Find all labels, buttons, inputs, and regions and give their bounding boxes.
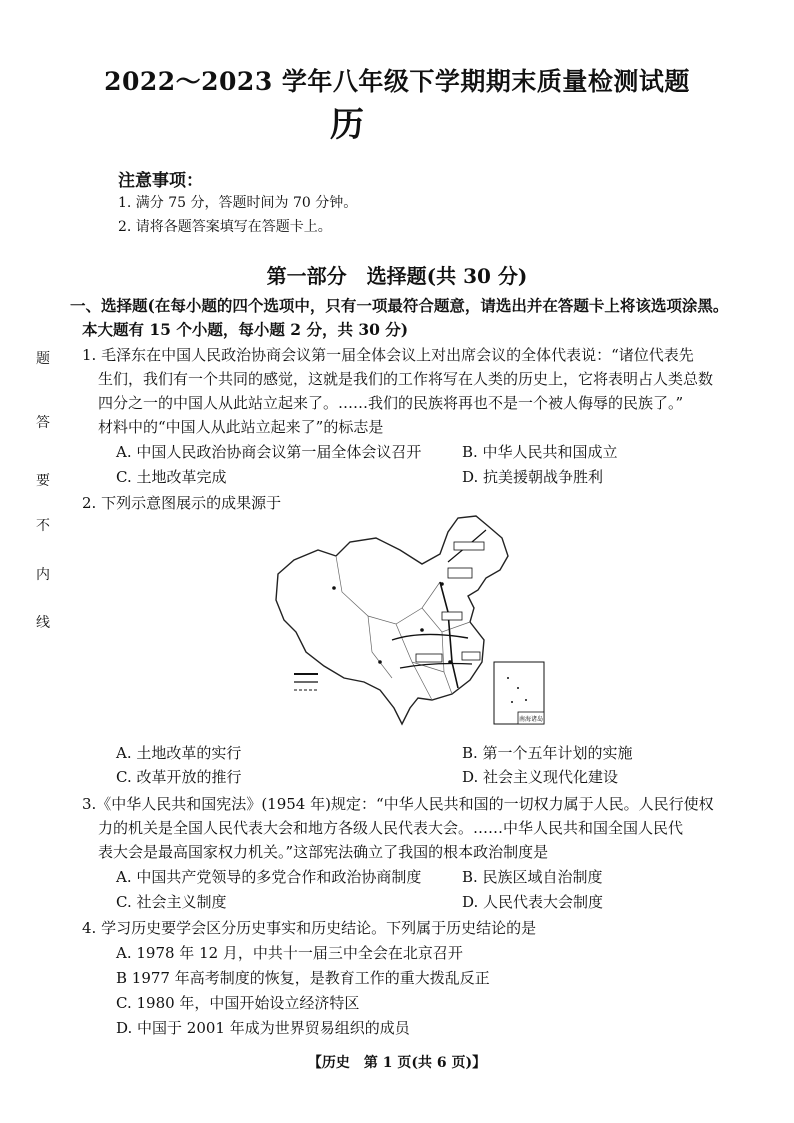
part-heading: 第一部分 选择题(共 30 分) bbox=[266, 264, 528, 288]
map-city bbox=[378, 660, 382, 664]
question-3-option-d: D. 人民代表大会制度 bbox=[462, 893, 604, 911]
question-1-line: 材料中的“中国人从此站立起来了”的标志是 bbox=[98, 418, 384, 436]
china-map-figure bbox=[272, 512, 552, 732]
question-2-option-c: C. 改革开放的推行 bbox=[116, 768, 242, 786]
map-inset-island bbox=[507, 677, 509, 679]
question-2-option-a: A. 土地改革的实行 bbox=[116, 744, 242, 762]
question-2-stem: 2. 下列示意图展示的成果源于 bbox=[82, 494, 282, 512]
margin-char: 答 bbox=[36, 415, 50, 431]
margin-char: 内 bbox=[36, 567, 50, 583]
margin-char: 题 bbox=[36, 351, 50, 367]
question-2-option-d: D. 社会主义现代化建设 bbox=[462, 768, 619, 786]
map-city bbox=[420, 628, 424, 632]
question-1-line: 1. 毛泽东在中国人民政治协商会议第一届全体会议上对出席会议的全体代表说：“诸位代表先 bbox=[82, 346, 694, 364]
notice-item: 2. 请将各题答案填写在答题卡上。 bbox=[118, 219, 332, 235]
question-1-option-d: D. 抗美援朝战争胜利 bbox=[462, 468, 604, 486]
question-1-line: 四分之一的中国人从此站立起来了。……我们的民族将再也不是一个被人侮辱的民族了。” bbox=[98, 394, 684, 412]
question-1-line: 生们，我们有一个共同的感觉，这就是我们的工作将写在人类的历史上，它将表明占人类总数 bbox=[98, 370, 714, 388]
question-3-option-a: A. 中国共产党领导的多党合作和政治协商制度 bbox=[116, 868, 422, 886]
map-city bbox=[440, 582, 444, 586]
question-4-stem: 4. 学习历史要学会区分历史事实和历史结论。下列属于历史结论的是 bbox=[82, 919, 537, 937]
question-3-option-b: B. 民族区域自治制度 bbox=[462, 868, 603, 886]
question-3-option-c: C. 社会主义制度 bbox=[116, 893, 227, 911]
question-3-line: 力的机关是全国人民代表大会和地方各级人民代表大会。……中华人民共和国全国人民代 bbox=[98, 819, 684, 837]
page-footer: 【历史 第 1 页(共 6 页)】 bbox=[307, 1055, 487, 1071]
margin-char: 不 bbox=[36, 518, 50, 534]
exam-title: 2022～2023 学年八年级下学期期末质量检测试题 bbox=[104, 67, 690, 96]
subject-title: 历 bbox=[330, 105, 364, 145]
question-1-option-c: C. 土地改革完成 bbox=[116, 468, 227, 486]
question-4-option-d: D. 中国于 2001 年成为世界贸易组织的成员 bbox=[116, 1019, 410, 1037]
section-instructions: 一、选择题(在每小题的四个选项中，只有一项最符合题意，请选出并在答题卡上将该选项涂黑。 bbox=[70, 296, 729, 315]
question-3-line: 表大会是最高国家权力机关。”这部宪法确立了我国的根本政治制度是 bbox=[98, 843, 549, 861]
map-inset-island bbox=[525, 699, 527, 701]
notice-heading: 注意事项： bbox=[118, 171, 203, 191]
map-railway bbox=[392, 634, 468, 640]
map-label-box bbox=[442, 612, 462, 620]
question-2-option-b: B. 第一个五年计划的实施 bbox=[462, 744, 633, 762]
map-inset-island bbox=[511, 701, 513, 703]
map-inset-label: 南海诸岛 bbox=[518, 716, 544, 723]
question-1-option-a: A. 中国人民政治协商会议第一届全体会议召开 bbox=[116, 443, 422, 461]
question-1-option-b: B. 中华人民共和国成立 bbox=[462, 443, 618, 461]
map-inset-island bbox=[517, 687, 519, 689]
map-label-box bbox=[448, 568, 472, 578]
map-city bbox=[448, 660, 452, 664]
margin-char: 线 bbox=[36, 615, 50, 631]
section-instructions: 本大题有 15 个小题，每小题 2 分，共 30 分) bbox=[82, 320, 409, 339]
map-label-box bbox=[462, 652, 480, 660]
map-railway bbox=[400, 664, 472, 669]
question-3-line: 3.《中华人民共和国宪法》(1954 年)规定：“中华人民共和国的一切权力属于人民。人民行使权 bbox=[82, 795, 714, 813]
question-4-option-a: A. 1978 年 12 月，中共十一届三中全会在北京召开 bbox=[116, 944, 463, 962]
map-label-box bbox=[416, 654, 442, 662]
notice-item: 1. 满分 75 分，答题时间为 70 分钟。 bbox=[118, 195, 358, 211]
margin-char: 要 bbox=[36, 473, 50, 489]
map-city bbox=[332, 586, 336, 590]
question-4-option-b: B 1977 年高考制度的恢复，是教育工作的重大拨乱反正 bbox=[116, 969, 490, 987]
map-label-box bbox=[454, 542, 484, 550]
question-4-option-c: C. 1980 年，中国开始设立经济特区 bbox=[116, 994, 360, 1012]
